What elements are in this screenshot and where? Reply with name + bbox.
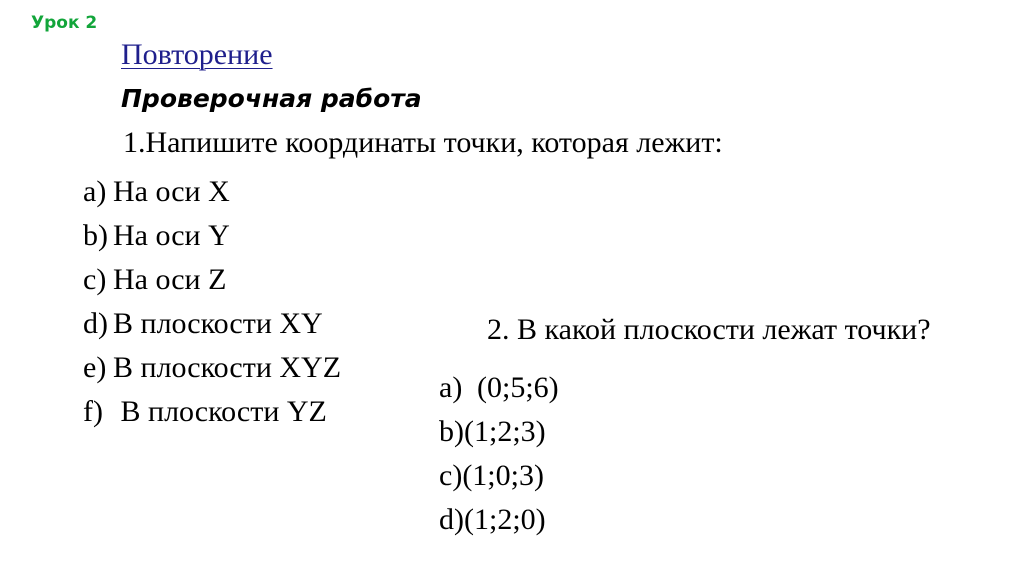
question-2-option [439, 498, 559, 542]
question-2-options [439, 366, 559, 542]
option-text: (1;2;0) [464, 503, 546, 536]
question-1-option [83, 390, 341, 434]
question-1-text: 1.Напишите координаты точки, которая лежит: [123, 126, 723, 159]
question-1-option [83, 214, 341, 258]
option-marker: c) [83, 263, 107, 296]
test-title: Проверочная работа [121, 84, 422, 113]
option-text: На оси Z [113, 263, 227, 296]
option-text: (1;0;3) [462, 459, 544, 492]
question-2-text: 2. В какой плоскости лежат точки? [487, 313, 931, 346]
question-1-options [83, 170, 341, 434]
question-2-option [439, 410, 559, 454]
option-text: В плоскости XY [113, 307, 323, 340]
question-1-option [83, 346, 341, 390]
option-marker: c) [439, 459, 463, 492]
option-marker: a) [439, 371, 463, 404]
option-marker: a) [83, 175, 107, 208]
option-marker: b) [83, 219, 108, 252]
option-marker: f) [83, 395, 103, 428]
lesson-label: Урок 2 [31, 13, 98, 33]
option-text: (0;5;6) [477, 371, 559, 404]
question-1-option [83, 170, 341, 214]
option-text: В плоскости XYZ [113, 351, 342, 384]
review-link[interactable]: Повторение [121, 38, 273, 71]
option-marker: d) [83, 307, 108, 340]
question-1-option [83, 258, 341, 302]
option-text: На оси Y [113, 219, 230, 252]
option-text: (1;2;3) [464, 415, 546, 448]
question-2-option [439, 366, 559, 410]
option-text: В плоскости YZ [113, 395, 327, 428]
question-2-option [439, 454, 559, 498]
option-text: На оси X [113, 175, 230, 208]
question-1-option [83, 302, 341, 346]
option-marker: d) [439, 503, 464, 536]
option-marker: b) [439, 415, 464, 448]
option-marker: e) [83, 351, 107, 384]
